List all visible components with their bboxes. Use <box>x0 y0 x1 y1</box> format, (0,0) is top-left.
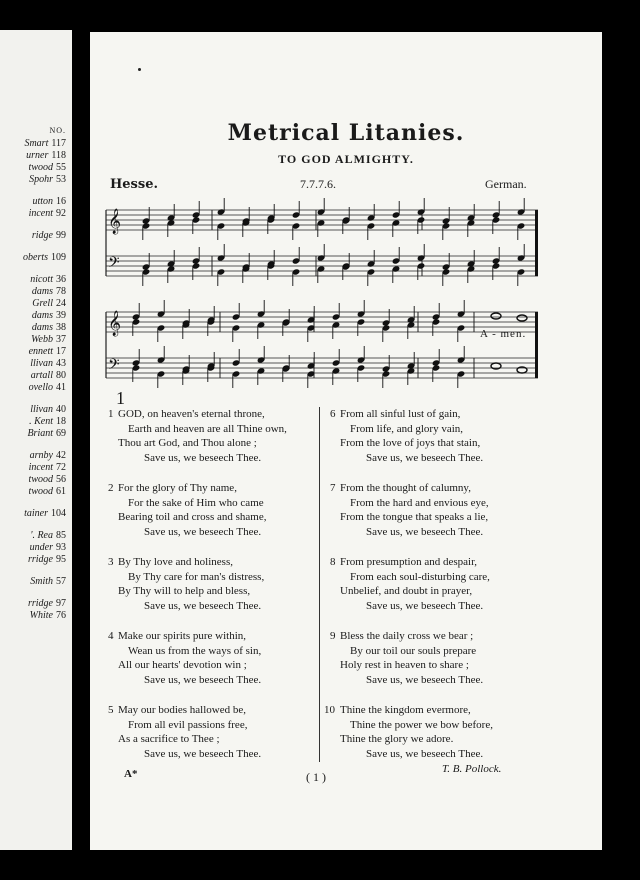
index-entry-number: 53 <box>56 174 66 185</box>
index-entry-name: Smith <box>30 576 53 587</box>
verse-refrain: Save us, we beseech Thee. <box>366 525 484 538</box>
verse-line: From the tongue that speaks a lie, <box>340 511 489 524</box>
verse-refrain: Save us, we beseech Thee. <box>144 599 262 612</box>
verse-number: 3 <box>108 556 114 568</box>
index-entry-number: 76 <box>56 610 66 621</box>
index-entry <box>29 208 66 219</box>
index-entry <box>27 428 66 439</box>
print-speck <box>138 68 141 71</box>
index-entry-name: Smart <box>24 138 49 149</box>
verse-line: Holy rest in heaven to share ; <box>340 659 469 672</box>
index-entry-number: 72 <box>56 462 66 473</box>
index-entry <box>30 450 66 461</box>
verse-line: From presumption and despair, <box>340 556 478 568</box>
tune-source: German. <box>485 177 527 191</box>
verse-number: 9 <box>330 630 336 642</box>
index-entry <box>32 310 66 321</box>
index-entry <box>29 346 66 357</box>
index-entry <box>29 162 66 173</box>
index-entry <box>30 576 66 587</box>
index-entry <box>30 610 66 621</box>
index-entry-number: 56 <box>56 474 66 485</box>
index-entry-number: 85 <box>56 530 66 541</box>
index-entry-name: '. Rea <box>30 530 53 541</box>
index-entry-number: 55 <box>56 162 66 173</box>
index-entry-name: llivan <box>30 358 53 369</box>
index-entry <box>30 542 66 553</box>
verse-refrain: Save us, we beseech Thee. <box>144 673 262 686</box>
index-entry-number: 95 <box>56 554 66 565</box>
index-entry <box>32 322 66 333</box>
index-entry-name: rridge <box>28 554 53 565</box>
verse-line: By Thy will to help and bless, <box>118 585 251 598</box>
index-entry <box>29 382 66 393</box>
page-title: Metrical Litanies. <box>227 120 465 146</box>
index-entry-name: nicott <box>30 274 53 285</box>
verse-number: 5 <box>108 704 114 716</box>
index-entry-name: Webb <box>31 334 53 345</box>
verse <box>108 703 262 761</box>
index-entry <box>31 334 66 345</box>
verse <box>324 703 493 761</box>
index-entry-number: 37 <box>56 334 66 345</box>
verse-line: May our bodies hallowed be, <box>118 704 246 716</box>
index-entry-name: under <box>29 542 53 553</box>
amen-text: A - men. <box>480 328 527 340</box>
index-entry-name: White <box>29 610 53 621</box>
verse-number: 6 <box>330 408 336 420</box>
index-entry-number: 80 <box>56 370 66 381</box>
verse-refrain: Save us, we beseech Thee. <box>144 747 262 760</box>
index-entry-number: 43 <box>56 358 66 369</box>
verse-number: 1 <box>108 408 114 420</box>
verse-line: Bearing toil and cross and shame, <box>118 511 267 524</box>
tune-name: Hesse. <box>110 177 158 192</box>
verse-line: From each soul-disturbing care, <box>350 570 490 583</box>
index-entry-number: 92 <box>56 208 66 219</box>
index-entry-number: 117 <box>51 138 66 149</box>
bass-clef-icon: 𝄢 <box>108 254 120 275</box>
index-entry-number: 40 <box>56 404 66 415</box>
index-entry <box>29 486 66 497</box>
verse-line: GOD, on heaven's eternal throne, <box>118 408 265 420</box>
index-entry <box>29 416 66 427</box>
verse-line: Unbelief, and doubt in prayer, <box>340 585 473 598</box>
index-entry-name: ovello <box>28 382 53 393</box>
index-entry <box>32 196 66 207</box>
index-entry <box>32 286 66 297</box>
verse-line: By our toil our souls prepare <box>350 644 477 657</box>
page-subtitle: TO GOD ALMIGHTY. <box>278 152 414 166</box>
index-entry-number: 41 <box>56 382 66 393</box>
index-entry <box>29 462 66 473</box>
index-entry-number: 78 <box>56 286 66 297</box>
index-entry-number: 39 <box>56 310 66 321</box>
verse-line: By Thy love and holiness, <box>118 556 233 568</box>
verse <box>108 407 287 465</box>
index-entry-number: 109 <box>51 252 66 263</box>
index-entry <box>32 298 66 309</box>
verse-line: From all evil passions free, <box>128 718 248 731</box>
verse-line: For the sake of Him who came <box>128 496 264 509</box>
index-entry-number: 16 <box>56 196 66 207</box>
index-entry <box>24 508 66 519</box>
index-entry-name: oberts <box>23 252 48 263</box>
whole-note <box>517 315 527 321</box>
verse-line: Thine the power we bow before, <box>350 718 493 731</box>
verse-refrain: Save us, we beseech Thee. <box>144 451 262 464</box>
verse-line: Bless the daily cross we bear ; <box>340 630 474 642</box>
verse <box>330 555 490 613</box>
verse-line: Earth and heaven are all Thine own, <box>128 422 287 435</box>
verse-line: From the hard and envious eye, <box>350 496 489 509</box>
index-entry <box>26 150 66 161</box>
index-entry-name: twood <box>28 474 53 485</box>
index-entry <box>29 474 66 485</box>
bass-clef-icon: 𝄢 <box>108 356 120 377</box>
verse-line: Wean us from the ways of sin, <box>128 644 262 657</box>
index-entry-name: dams <box>31 286 53 297</box>
page-number: ( 1 ) <box>306 770 326 784</box>
verse-line: By Thy care for man's distress, <box>128 570 265 583</box>
verse-number: 8 <box>330 556 336 568</box>
index-entry-number: 93 <box>56 542 66 553</box>
music-system-2 <box>102 294 542 394</box>
verse <box>108 629 262 687</box>
index-entry-name: artall <box>30 370 53 381</box>
music-system-1 <box>102 192 542 292</box>
index-entry-name: twood <box>28 486 53 497</box>
verse <box>330 629 484 687</box>
verse-refrain: Save us, we beseech Thee. <box>366 747 484 760</box>
index-entry-number: 69 <box>56 428 66 439</box>
verse-line: From all sinful lust of gain, <box>340 408 461 420</box>
index-entry <box>32 230 66 241</box>
signature-mark: A* <box>124 768 138 780</box>
verse-number: 2 <box>108 482 114 494</box>
final-bar-line <box>535 312 538 378</box>
index-entry-name: Spohr <box>29 174 53 185</box>
verse-line: All our hearts' devotion win ; <box>118 659 247 672</box>
index-entry-number: 18 <box>56 416 66 427</box>
index-entry-number: 24 <box>56 298 66 309</box>
column-divider <box>319 407 320 762</box>
index-entry-name: dams <box>31 322 53 333</box>
index-entry-name: incent <box>28 462 53 473</box>
verse <box>330 481 489 539</box>
index-entry <box>23 252 66 263</box>
index-entry-name: arnby <box>29 450 53 461</box>
index-entry-name: incent <box>28 208 53 219</box>
index-entry <box>28 554 66 565</box>
index-entry-number: 97 <box>56 598 66 609</box>
verse-line: As a sacrifice to Thee ; <box>118 733 220 746</box>
verse-number: 4 <box>108 630 114 642</box>
final-bar-line <box>535 210 538 276</box>
verse-refrain: Save us, we beseech Thee. <box>144 525 262 538</box>
index-entry-name: Grell <box>32 298 53 309</box>
index-entry-name: . Kent <box>29 416 53 427</box>
index-entry-number: 42 <box>56 450 66 461</box>
index-entry <box>30 358 66 369</box>
index-entry-number: 99 <box>56 230 66 241</box>
hymn-number: 1 <box>116 388 125 408</box>
verse-line: Thine the kingdom evermore, <box>340 704 471 716</box>
index-entry-name: llivan <box>30 404 53 415</box>
verse-refrain: Save us, we beseech Thee. <box>366 599 484 612</box>
index-entry-name: dams <box>31 310 53 321</box>
index-column-header: NO. <box>49 126 66 135</box>
index-entry <box>28 598 66 609</box>
index-entry-name: rridge <box>28 598 53 609</box>
index-entry-number: 17 <box>56 346 66 357</box>
verse-line: From life, and glory vain, <box>350 422 464 435</box>
verse-line: Make our spirits pure within, <box>118 630 247 642</box>
index-entry-name: ridge <box>31 230 53 241</box>
index-entry-name: Briant <box>27 428 53 439</box>
tune-meter: 7.7.7.6. <box>300 177 336 191</box>
hymn-author: T. B. Pollock. <box>442 763 502 775</box>
index-entry-number: 118 <box>51 150 66 161</box>
index-entry-name: urner <box>26 150 49 161</box>
index-entry <box>29 174 66 185</box>
verse-line: Thine the glory we adore. <box>340 733 454 746</box>
index-entry-name: ennett <box>28 346 53 357</box>
index-entry-number: 36 <box>56 274 66 285</box>
index-entry <box>30 404 66 415</box>
verse-number: 7 <box>330 482 336 494</box>
treble-clef-icon: 𝄞 <box>108 311 122 336</box>
treble-clef-icon: 𝄞 <box>108 209 122 234</box>
verse-line: Thou art God, and Thou alone ; <box>118 437 257 450</box>
index-entry-name: twood <box>28 162 53 173</box>
hymn-page <box>90 32 602 850</box>
verse-line: From the thought of calumny, <box>340 482 471 494</box>
verse-line: For the glory of Thy name, <box>118 482 237 494</box>
verse-refrain: Save us, we beseech Thee. <box>366 673 484 686</box>
index-entry <box>30 274 66 285</box>
verse-line: From the love of joys that stain, <box>340 437 481 450</box>
index-entry <box>30 530 66 541</box>
index-entry-name: utton <box>32 196 53 207</box>
verse <box>108 481 267 539</box>
index-entry-number: 57 <box>56 576 66 587</box>
index-entry <box>31 370 66 381</box>
verse-number: 10 <box>324 704 335 716</box>
verse-refrain: Save us, we beseech Thee. <box>366 451 484 464</box>
verse <box>108 555 265 613</box>
left-page-index <box>0 30 72 850</box>
index-entry-number: 61 <box>56 486 66 497</box>
index-entry-name: tainer <box>24 508 48 519</box>
index-entry-number: 104 <box>51 508 66 519</box>
index-entry <box>24 138 66 149</box>
verse <box>330 407 484 465</box>
whole-note <box>491 313 501 319</box>
index-entry-number: 38 <box>56 322 66 333</box>
